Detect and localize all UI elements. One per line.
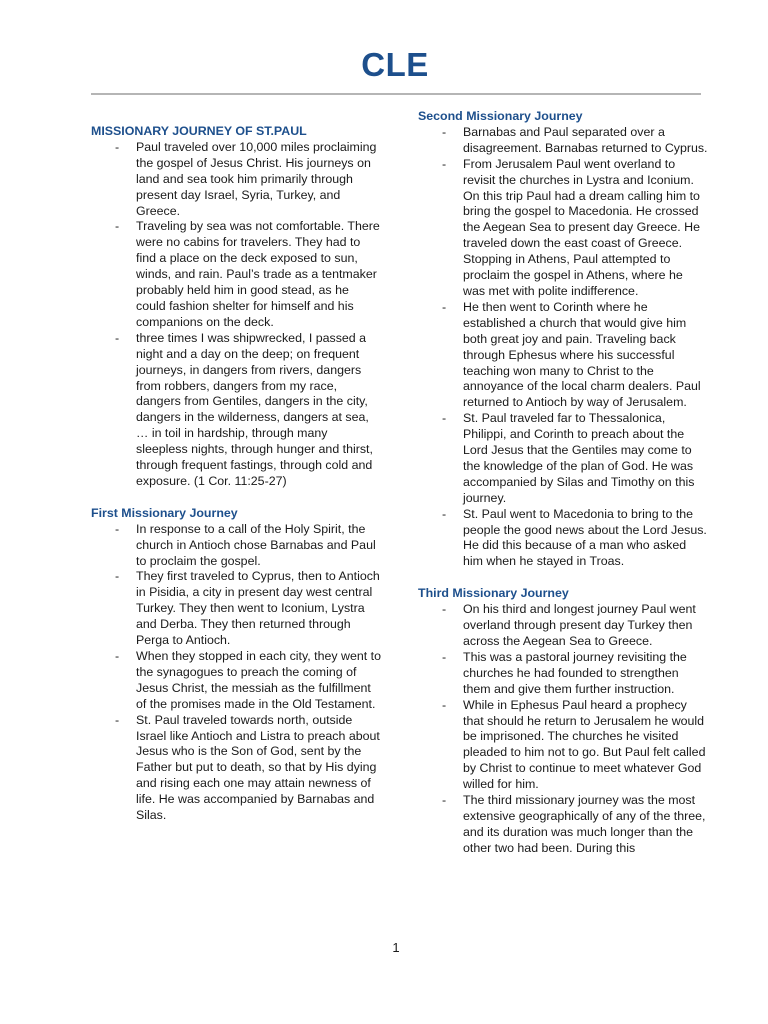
section-heading: Second Missionary Journey xyxy=(418,109,583,123)
list-item xyxy=(418,793,708,857)
list-item-text: In response to a call of the Holy Spirit, the church in Antioch chose Barnabas and Paul to proclaim the gospel. xyxy=(136,521,376,568)
dash-bullet-icon: - xyxy=(442,299,447,314)
bullet-list xyxy=(418,125,708,570)
list-item-text: While in Ephesus Paul heard a prophecy that should he return to Jerusalem he would be imprisoned. The churches he visited pleaded to him not to go. But Paul felt called by Christ to continue to meet whatever God willed for him. xyxy=(463,697,706,792)
list-item xyxy=(91,649,381,713)
list-item xyxy=(418,650,708,698)
list-item xyxy=(91,713,381,824)
page-number: 1 xyxy=(392,940,400,955)
dash-bullet-icon: - xyxy=(115,712,120,727)
list-item xyxy=(418,411,708,506)
list-item xyxy=(418,300,708,411)
section-heading: First Missionary Journey xyxy=(91,505,238,520)
section-first-missionary-journey xyxy=(91,506,381,824)
section-missionary-journey-of-st-paul xyxy=(91,124,381,490)
dash-bullet-icon: - xyxy=(442,411,447,426)
list-item xyxy=(418,507,708,571)
list-item xyxy=(418,157,708,300)
section-heading: Third Missionary Journey xyxy=(418,586,569,601)
right-column xyxy=(418,109,708,857)
list-item-text: They first traveled to Cyprus, then to Antioch in Pisidia, a city in present day west central Turkey. They then went to Iconium, Lystra and Derba. They then returned through Perga to Antioch. xyxy=(136,569,380,648)
list-item xyxy=(91,219,381,330)
dash-bullet-icon: - xyxy=(442,156,447,171)
dash-bullet-icon: - xyxy=(115,569,120,584)
list-item-text: From Jerusalem Paul went overland to revisit the churches in Lystra and Iconium. On this trip Paul had a dream calling him to bring the gospel to Macedonia. He crossed the Aegean Sea to present day Greece. He traveled down the east coast of Greece. Stopping in Athens, Paul attempted to proclaim the gospel in Athens, where he was met with polite indifference. xyxy=(463,156,700,298)
list-item-text: Traveling by sea was not comfortable. There were no cabins for travelers. They had to find a place on the deck exposed to sun, winds, and rain. Paul’s trade as a tentmaker probably held him in good stead, as he could fashion shelter for himself and his companions on the deck. xyxy=(136,219,380,329)
list-item-text: three times I was shipwrecked, I passed a night and a day on the deep; on frequent journeys, in dangers from rivers, dangers from robbers, dangers from my race, dangers from Gentiles, dangers in the city, dangers in the wilderness, dangers at sea, … in toil in hardship, through many sleepless nights, through hunger and thirst, through frequent fastings, through cold and exposure. (1 Cor. 11:25-27) xyxy=(136,330,373,488)
document-title: CLE xyxy=(361,46,429,83)
section-third-missionary-journey xyxy=(418,586,708,856)
list-item xyxy=(91,331,381,490)
dash-bullet-icon: - xyxy=(115,649,120,663)
list-item xyxy=(91,140,381,220)
left-column xyxy=(91,124,381,824)
list-item-text: St. Paul traveled towards north, outside Israel like Antioch and Listra to preach about Jesus who is the Son of God, sent by the Father but put to death, so that by His dying and rising each one may attain newness of life. He was accompanied by Barnabas and Silas. xyxy=(136,712,380,823)
list-item-text: Barnabas and Paul separated over a disagreement. Barnabas returned to Cyprus. xyxy=(463,124,708,155)
dash-bullet-icon: - xyxy=(442,602,447,617)
list-item xyxy=(418,125,708,157)
dash-bullet-icon: - xyxy=(115,219,120,234)
list-item-text: He then went to Corinth where he established a church that would give him both great joy and pain. Traveling back through Ephesus where his successful teaching won many to Christ to the annoyance of the local charm dealers. Paul returned to Antioch by way of Jerusalem. xyxy=(463,299,701,410)
list-item-text: Paul traveled over 10,000 miles proclaiming the gospel of Jesus Christ. His journeys on land and sea took him primarily through present day Israel, Syria, Turkey, and Greece. xyxy=(136,139,377,218)
list-item-text: St. Paul went to Macedonia to bring to the people the good news about the Lord Jesus. He did this because of a man who asked him when he stayed in Troas. xyxy=(463,506,707,569)
dash-bullet-icon: - xyxy=(442,793,447,808)
bullet-list xyxy=(91,140,381,490)
list-item xyxy=(418,698,708,793)
dash-bullet-icon: - xyxy=(442,649,447,664)
dash-bullet-icon: - xyxy=(115,521,120,536)
list-item-text: When they stopped in each city, they went to the synagogues to preach the coming of Jesus Christ, the messiah as the fulfillment of the promises made in the Old Testament. xyxy=(136,649,381,711)
header-rule xyxy=(91,93,701,95)
bullet-list xyxy=(418,602,708,857)
list-item xyxy=(418,602,708,650)
list-item xyxy=(91,522,381,570)
dash-bullet-icon: - xyxy=(115,330,120,345)
dash-bullet-icon: - xyxy=(442,124,447,139)
dash-bullet-icon: - xyxy=(442,506,447,521)
list-item-text: On his third and longest journey Paul went overland through present day Turkey then across the Aegean Sea to Greece. xyxy=(463,602,696,648)
bullet-list xyxy=(91,522,381,824)
section-second-missionary-journey xyxy=(418,109,708,570)
list-item xyxy=(91,569,381,649)
list-item-text: The third missionary journey was the most extensive geographically of any of the three, and its duration was much longer than the other two had been. During this xyxy=(463,793,706,855)
list-item-text: St. Paul traveled far to Thessalonica, Philippi, and Corinth to preach about the Lord Jesus that the Gentiles may come to the knowledge of the plan of God. He was accompanied by Silas and Timothy on this journey. xyxy=(463,411,695,505)
section-heading: MISSIONARY JOURNEY OF ST.PAUL xyxy=(91,124,307,138)
dash-bullet-icon: - xyxy=(115,139,120,154)
list-item-text: This was a pastoral journey revisiting the churches he had founded to strengthen them and give them further instruction. xyxy=(463,649,687,696)
dash-bullet-icon: - xyxy=(442,697,447,712)
